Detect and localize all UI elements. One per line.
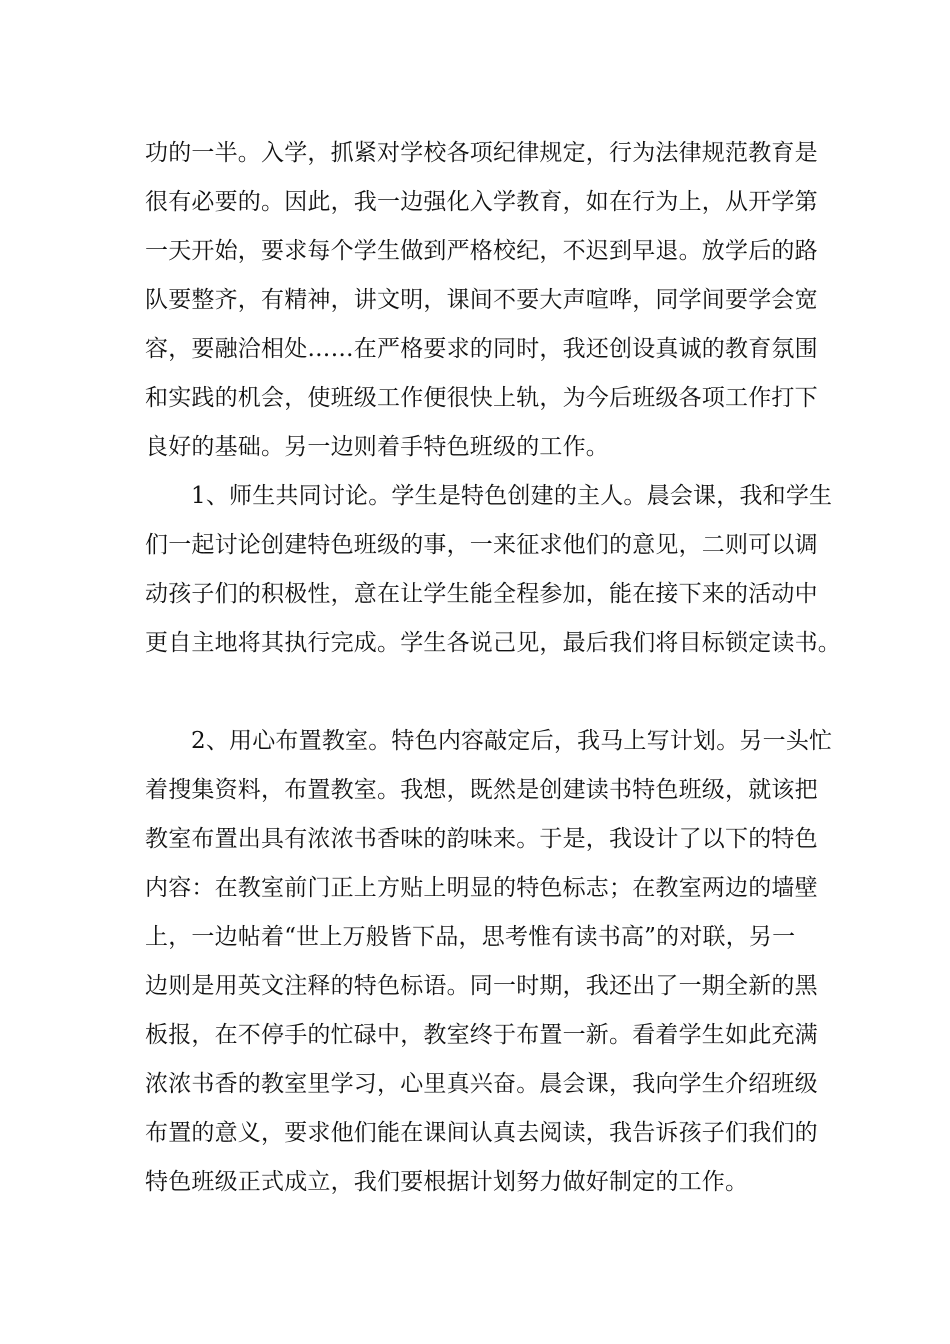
paragraph-1-line-1: 功的一半。入学，抓紧对学校各项纪律规定，行为法律规范教育是: [145, 140, 818, 166]
paragraph-3-line-10: 特色班级正式成立，我们要根据计划努力做好制定的工作。: [145, 1169, 749, 1195]
paragraph-3-line-5: 上，一边帖着“世上万般皆下品，思考惟有读书高”的对联，另一: [145, 924, 796, 950]
paragraph-1-line-2: 很有必要的。因此，我一边强化入学教育，如在行为上，从开学第: [145, 189, 818, 215]
paragraph-1-line-7: 良好的基础。另一边则着手特色班级的工作。: [145, 434, 609, 460]
paragraph-1-line-6: 和实践的机会，使班级工作便很快上轨，为今后班级各项工作打下: [145, 385, 818, 411]
paragraph-2-line-4: 更自主地将其执行完成。学生各说己见，最后我们将目标锁定读书。: [145, 630, 841, 656]
paragraph-1-line-3: 一天开始，要求每个学生做到严格校纪，不迟到早退。放学后的路: [145, 238, 818, 264]
paragraph-2-line-3: 动孩子们的积极性，意在让学生能全程参加，能在接下来的活动中: [145, 581, 818, 607]
paragraph-3-line-6: 边则是用英文注释的特色标语。同一时期，我还出了一期全新的黑: [145, 973, 818, 999]
paragraph-1-line-5: 容，要融洽相处……在严格要求的同时，我还创设真诚的教育氛围: [145, 336, 818, 362]
paragraph-3-line-9: 布置的意义，要求他们能在课间认真去阅读，我告诉孩子们我们的: [145, 1120, 818, 1146]
paragraph-2-line-2: 们一起讨论创建特色班级的事，一来征求他们的意见，二则可以调: [145, 532, 818, 558]
paragraph-3-line-1: 2、用心布置教室。特色内容敲定后，我马上写计划。另一头忙: [191, 728, 833, 754]
paragraph-3-line-4: 内容：在教室前门正上方贴上明显的特色标志；在教室两边的墙壁: [145, 875, 818, 901]
paragraph-3-line-3: 教室布置出具有浓浓书香味的韵味来。于是，我设计了以下的特色: [145, 826, 818, 852]
paragraph-3-line-8: 浓浓书香的教室里学习，心里真兴奋。晨会课，我向学生介绍班级: [145, 1071, 818, 1097]
paragraph-2-line-1: 1、师生共同讨论。学生是特色创建的主人。晨会课，我和学生: [191, 483, 833, 509]
paragraph-1-line-4: 队要整齐，有精神，讲文明，课间不要大声喧哗，同学间要学会宽: [145, 287, 818, 313]
paragraph-3-line-2: 着搜集资料，布置教室。我想，既然是创建读书特色班级，就该把: [145, 777, 818, 803]
paragraph-3-line-7: 板报，在不停手的忙碌中，教室终于布置一新。看着学生如此充满: [145, 1022, 818, 1048]
